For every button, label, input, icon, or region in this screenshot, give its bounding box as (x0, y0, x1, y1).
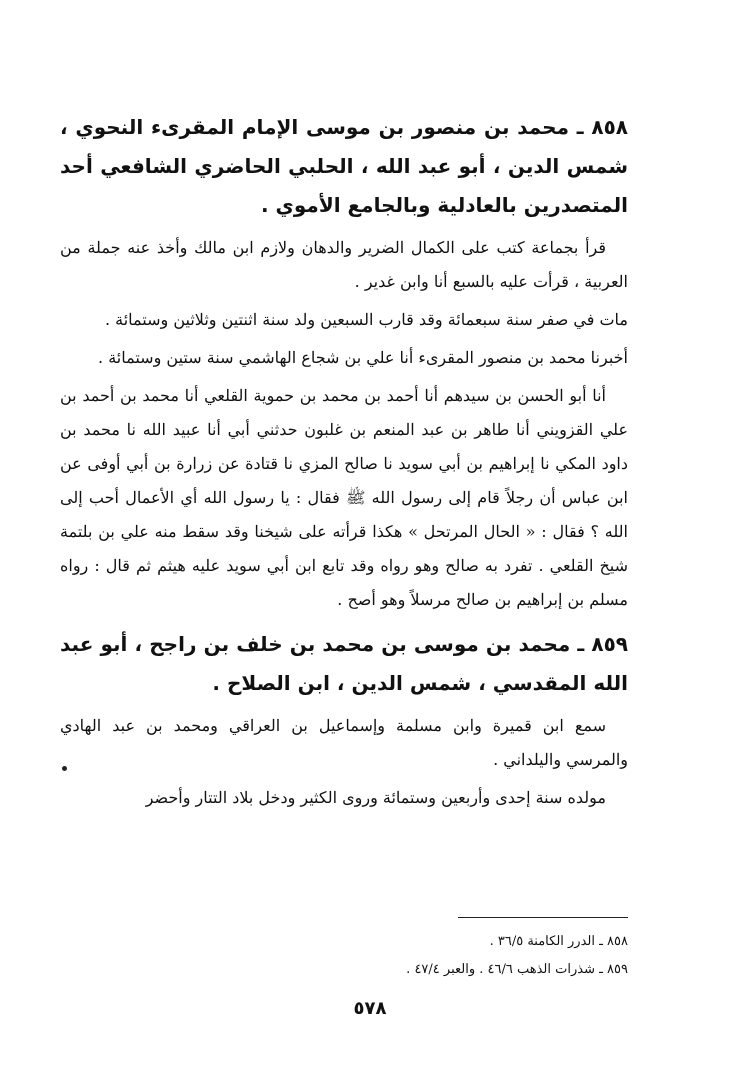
entry-858-heading: ٨٥٨ ـ محمد بن منصور بن موسى الإمام المقرىء النحوي ، شمس الدين ، أبو عبد الله ، الحلبي الحاضري الشافعي أحد المتصدرين بالعادلية وبالجامع الأموي . (60, 115, 628, 217)
margin-dot (62, 766, 67, 771)
page-body (60, 108, 628, 819)
footnote-rule (458, 917, 628, 918)
entry-859-paragraph-2: مولده سنة إحدى وأربعين وستمائة وروى الكثير ودخل بلاد التتار وأحضر (145, 788, 606, 807)
footnote-858: ٨٥٨ ـ الدرر الكامنة ٣٦/٥ . (489, 934, 628, 949)
entry-858-paragraph-4: أنا أبو الحسن بن سيدهم أنا أحمد بن محمد بن حموية القلعي أنا محمد بن أحمد بن علي القزويني أنا طاهر بن عبد المنعم بن غلبون حدثني أبي أنا عبيد الله نا محمد بن داود المكي نا إبراهيم بن أبي سويد نا صالح المزي نا قتادة عن زرارة بن أبي أوفى عن ابن عباس أن رجلاً قام إلى رسول الله ﷺ فقال : يا رسول الله أي الأعمال أحب إلى الله ؟ فقال : « الحال المرتحل » هكذا قرأته على شيخنا وقد سقط منه علي بن بلتمة شيخ القلعي . تفرد به صالح وهو رواه وقد تابع ابن أبي سويد عليه هيثم ثم قال : رواه مسلم بن إبراهيم بن صالح مرسلاً وهو أصح . (60, 386, 629, 609)
entry-858-paragraph-2: مات في صفر سنة سبعمائة وقد قارب السبعين ولد سنة اثنتين وثلاثين وستمائة . (104, 310, 628, 329)
footnotes (60, 928, 628, 984)
entry-859-paragraph-1: سمع ابن قميرة وابن مسلمة وإسماعيل بن العراقي ومحمد بن عبد الهادي والمرسي واليلداني . (60, 716, 628, 769)
entry-858-paragraph-3: أخبرنا محمد بن منصور المقرىء أنا علي بن شجاع الهاشمي سنة ستين وستمائة . (98, 348, 628, 367)
entry-858-paragraph-1: قرأ بجماعة كتب على الكمال الضرير والدهان ولازم ابن مالك وأخذ عنه جملة من العربية ، قرأت عليه بالسبع أنا وابن غدير . (60, 238, 628, 291)
entry-859-heading: ٨٥٩ ـ محمد بن موسى بن محمد بن خلف بن راجح ، أبو عبد الله المقدسي ، شمس الدين ، ابن الصلاح . (60, 632, 628, 695)
page-number: ٥٧٨ (353, 998, 387, 1019)
footnote-859: ٨٥٩ ـ شذرات الذهب ٤٦/٦ . والعبر ٤٧/٤ . (406, 962, 628, 977)
